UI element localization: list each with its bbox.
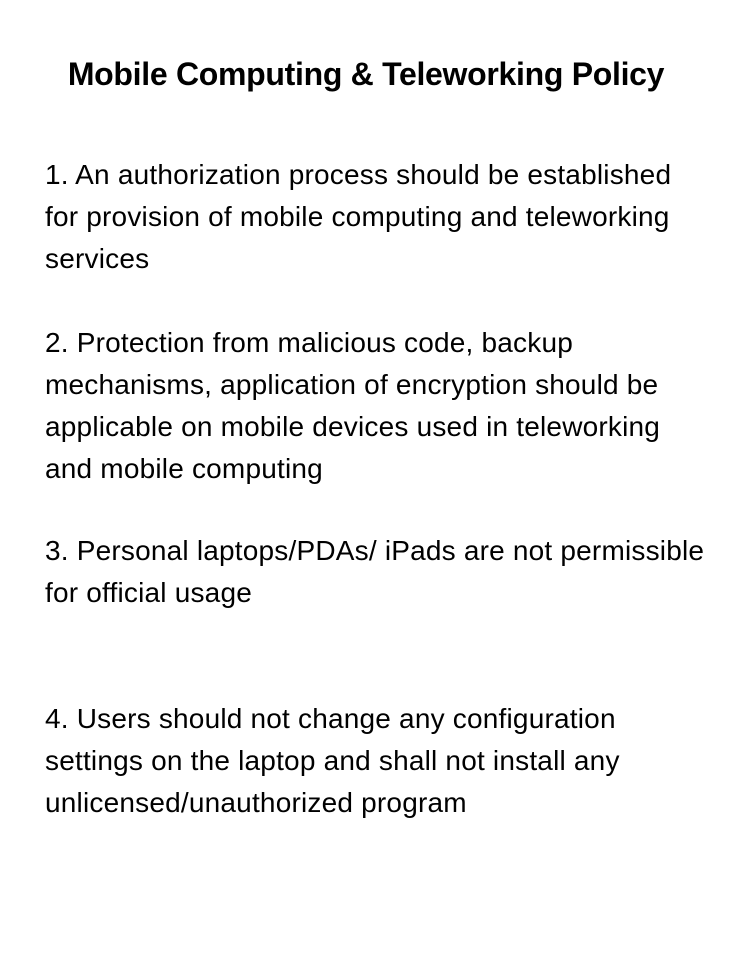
policy-point-1: 1. An authorization process should be established for provision of mobile computing and teleworking services — [45, 159, 672, 274]
policy-point-4: 4. Users should not change any configuration settings on the laptop and shall not install any unlicensed/unauthorized program — [45, 703, 620, 818]
slide-title: Mobile Computing & Teleworking Policy — [67, 56, 665, 92]
policy-point-2: 2. Protection from malicious code, backup mechanisms, application of encryption should be applicable on mobile devices used in teleworking and mobile computing — [45, 327, 661, 484]
policy-point-3: 3. Personal laptops/PDAs/ iPads are not permissible for official usage — [45, 535, 705, 608]
